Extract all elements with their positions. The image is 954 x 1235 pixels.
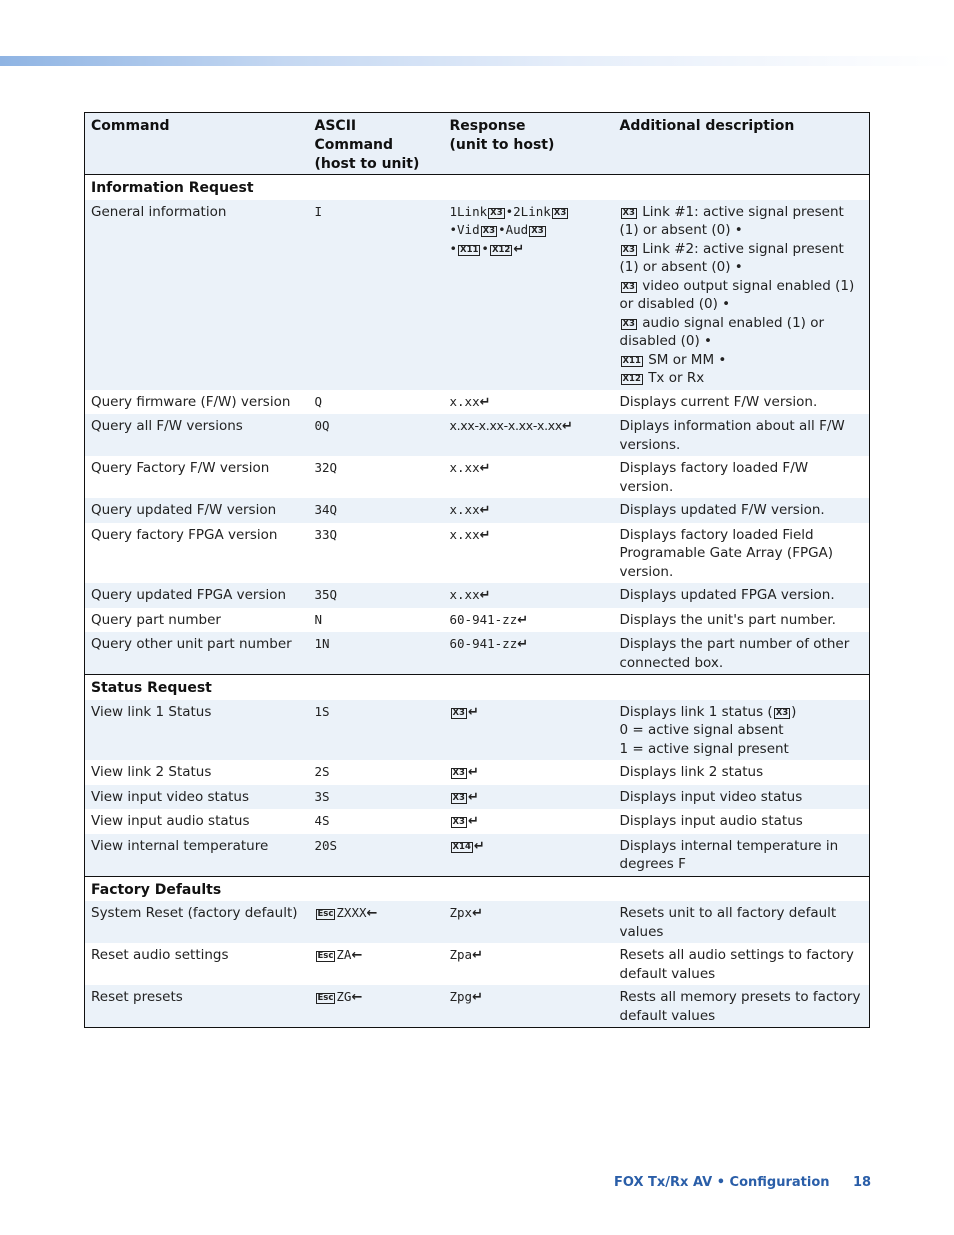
command-cell: View input video status: [85, 785, 309, 810]
description-cell: X3 Link #1: active signal present (1) or absent (0) • X3 Link #2: active signal present (1) or absent (0) • X3 video output signal enabled (1) or disabled (0) • X3 audio signal enabled (1) or disabled (0) • X11 SM or MM • X12 Tx or Rx: [614, 200, 870, 390]
description-cell: Displays factory loaded F/W version.: [614, 456, 870, 498]
enter-icon: ↵: [473, 838, 485, 854]
command-cell: Reset audio settings: [85, 943, 309, 985]
description-cell: Displays the unit's part number.: [614, 608, 870, 633]
header-ascii: ASCII Command (host to unit): [309, 113, 444, 175]
ascii-cell: 33Q: [309, 523, 444, 584]
command-cell: Query Factory F/W version: [85, 456, 309, 498]
x11-symbol: X11: [622, 355, 641, 366]
header-gradient-band: [0, 56, 954, 66]
left-arrow-icon: ←: [351, 948, 363, 963]
ascii-cell: 4S: [309, 809, 444, 834]
command-table: [84, 112, 870, 1028]
description-cell: Displays input audio status: [614, 809, 870, 834]
table-row: [85, 834, 870, 877]
table-row: [85, 700, 870, 761]
command-cell: General information: [85, 200, 309, 390]
table-row: [85, 456, 870, 498]
x3-symbol: X3: [622, 244, 635, 255]
x3-symbol: X3: [531, 226, 544, 236]
response-cell: [444, 785, 614, 810]
page-number: 18: [853, 1175, 872, 1190]
ascii-cell: Esc ZA←: [309, 943, 444, 985]
left-arrow-icon: ←: [351, 990, 363, 1005]
description-cell: Displays the part number of other connected box.: [614, 632, 870, 675]
x3-symbol: X3: [775, 707, 789, 718]
ascii-cell: 3S: [309, 785, 444, 810]
enter-icon: ↵: [479, 503, 491, 518]
description-cell: Displays updated FPGA version.: [614, 583, 870, 608]
command-cell: View link 1 Status: [85, 700, 309, 761]
response-cell: [444, 809, 614, 834]
x12-symbol: X12: [622, 374, 641, 384]
ascii-cell: Esc ZXXX←: [309, 901, 444, 943]
footer-title: FOX Tx/Rx AV • Configuration: [614, 1175, 830, 1190]
enter-icon: ↵: [467, 765, 479, 780]
x3-symbol: X3: [553, 207, 567, 218]
ascii-cell: 2S: [309, 760, 444, 785]
ascii-cell: 34Q: [309, 498, 444, 523]
response-cell: x.xx↵: [444, 390, 614, 415]
response-cell: Zpg↵: [444, 985, 614, 1028]
description-cell: Resets unit to all factory default values: [614, 901, 870, 943]
command-cell: View link 2 Status: [85, 760, 309, 785]
ascii-cell: 1N: [309, 632, 444, 675]
esc-key-icon: Esc: [317, 909, 334, 919]
response-cell: Zpa↵: [444, 943, 614, 985]
section-title: Factory Defaults: [85, 876, 870, 901]
section-title: Information Request: [85, 175, 870, 200]
section-row-factory: [85, 876, 870, 901]
x12-symbol: X12: [491, 244, 511, 255]
enter-icon: ↵: [472, 990, 483, 1005]
esc-key-icon: Esc: [317, 993, 334, 1003]
enter-icon: ↵: [517, 612, 529, 628]
description-cell: Resets all audio settings to factory default values: [614, 943, 870, 985]
table-row: [85, 390, 870, 415]
table-row: [85, 200, 870, 390]
x3-symbol: X3: [490, 207, 503, 218]
enter-icon: ↵: [472, 948, 483, 963]
x3-symbol: X3: [452, 768, 465, 778]
ascii-cell: Esc ZG←: [309, 985, 444, 1028]
response-cell: x.xx↵: [444, 583, 614, 608]
table-row: [85, 943, 870, 985]
ascii-cell: 20S: [309, 834, 444, 877]
ascii-cell: N: [309, 608, 444, 633]
table-header-row: [85, 113, 870, 175]
left-arrow-icon: ←: [366, 906, 378, 921]
description-cell: Displays factory loaded Field Programable Gate Array (FPGA) version.: [614, 523, 870, 584]
ascii-cell: Q: [309, 390, 444, 415]
x3-symbol: X3: [622, 207, 635, 218]
command-cell: Query all F/W versions: [85, 414, 309, 456]
table-row: [85, 632, 870, 675]
x3-symbol: X3: [452, 792, 465, 803]
x3-symbol: X3: [482, 226, 496, 236]
x3-symbol: X3: [452, 817, 465, 827]
enter-icon: ↵: [472, 906, 483, 921]
ascii-cell: I: [309, 200, 444, 390]
table-row: [85, 498, 870, 523]
command-cell: Query part number: [85, 608, 309, 633]
x11-symbol: X11: [460, 244, 479, 255]
response-cell: [444, 700, 614, 761]
table-row: [85, 760, 870, 785]
header-response: Response (unit to host): [444, 113, 614, 175]
command-cell: View internal temperature: [85, 834, 309, 877]
enter-icon: ↵: [467, 814, 479, 829]
table-row: [85, 901, 870, 943]
ascii-cell: 0Q: [309, 414, 444, 456]
table-row: [85, 414, 870, 456]
command-cell: Query other unit part number: [85, 632, 309, 675]
command-cell: Query updated FPGA version: [85, 583, 309, 608]
description-cell: Displays input video status: [614, 785, 870, 810]
section-title: Status Request: [85, 675, 870, 700]
description-cell: Displays link 1 status ( X3 ) 0 = active signal absent 1 = active signal present: [614, 700, 870, 761]
table-row: [85, 608, 870, 633]
response-cell: x.xx-x.xx-x.xx-x.xx↵: [444, 414, 614, 456]
table-row: [85, 785, 870, 810]
enter-icon: ↵: [467, 704, 479, 720]
response-cell: [444, 760, 614, 785]
header-description: Additional description: [614, 113, 870, 175]
enter-icon: ↵: [517, 637, 529, 652]
description-cell: Diplays information about all F/W versions.: [614, 414, 870, 456]
x3-symbol: X3: [622, 281, 635, 292]
x3-symbol: X3: [452, 707, 465, 718]
command-cell: View input audio status: [85, 809, 309, 834]
response-cell: x.xx↵: [444, 523, 614, 584]
header-command: Command: [85, 113, 309, 175]
command-cell: Query factory FPGA version: [85, 523, 309, 584]
enter-icon: ↵: [513, 241, 525, 257]
enter-icon: ↵: [467, 789, 479, 805]
command-cell: Query firmware (F/W) version: [85, 390, 309, 415]
command-cell: Query updated F/W version: [85, 498, 309, 523]
enter-icon: ↵: [562, 419, 573, 434]
esc-key-icon: Esc: [317, 951, 334, 961]
response-cell: 1Link X3 •2Link X3 •Vid X3 •Aud X3 • X11 • X12 ↵: [444, 200, 614, 390]
response-cell: 60-941-zz↵: [444, 632, 614, 675]
enter-icon: ↵: [479, 394, 491, 410]
section-row-status: [85, 675, 870, 700]
x14-symbol: X14: [452, 841, 471, 852]
response-cell: x.xx↵: [444, 456, 614, 498]
enter-icon: ↵: [479, 527, 491, 543]
description-cell: Rests all memory presets to factory default values: [614, 985, 870, 1028]
ascii-cell: 32Q: [309, 456, 444, 498]
description-cell: Displays link 2 status: [614, 760, 870, 785]
section-row-information: [85, 175, 870, 200]
response-cell: x.xx↵: [444, 498, 614, 523]
x3-symbol: X3: [622, 318, 635, 329]
table-row: [85, 985, 870, 1028]
table-row: [85, 523, 870, 584]
response-cell: [444, 834, 614, 877]
enter-icon: ↵: [479, 588, 491, 603]
enter-icon: ↵: [479, 461, 491, 476]
ascii-cell: 35Q: [309, 583, 444, 608]
ascii-cell: 1S: [309, 700, 444, 761]
command-cell: System Reset (factory default): [85, 901, 309, 943]
command-cell: Reset presets: [85, 985, 309, 1028]
description-cell: Displays current F/W version.: [614, 390, 870, 415]
description-cell: Displays internal temperature in degrees F: [614, 834, 870, 877]
table-row: [85, 809, 870, 834]
response-cell: 60-941-zz↵: [444, 608, 614, 633]
table-row: [85, 583, 870, 608]
response-cell: Zpx↵: [444, 901, 614, 943]
description-cell: Displays updated F/W version.: [614, 498, 870, 523]
